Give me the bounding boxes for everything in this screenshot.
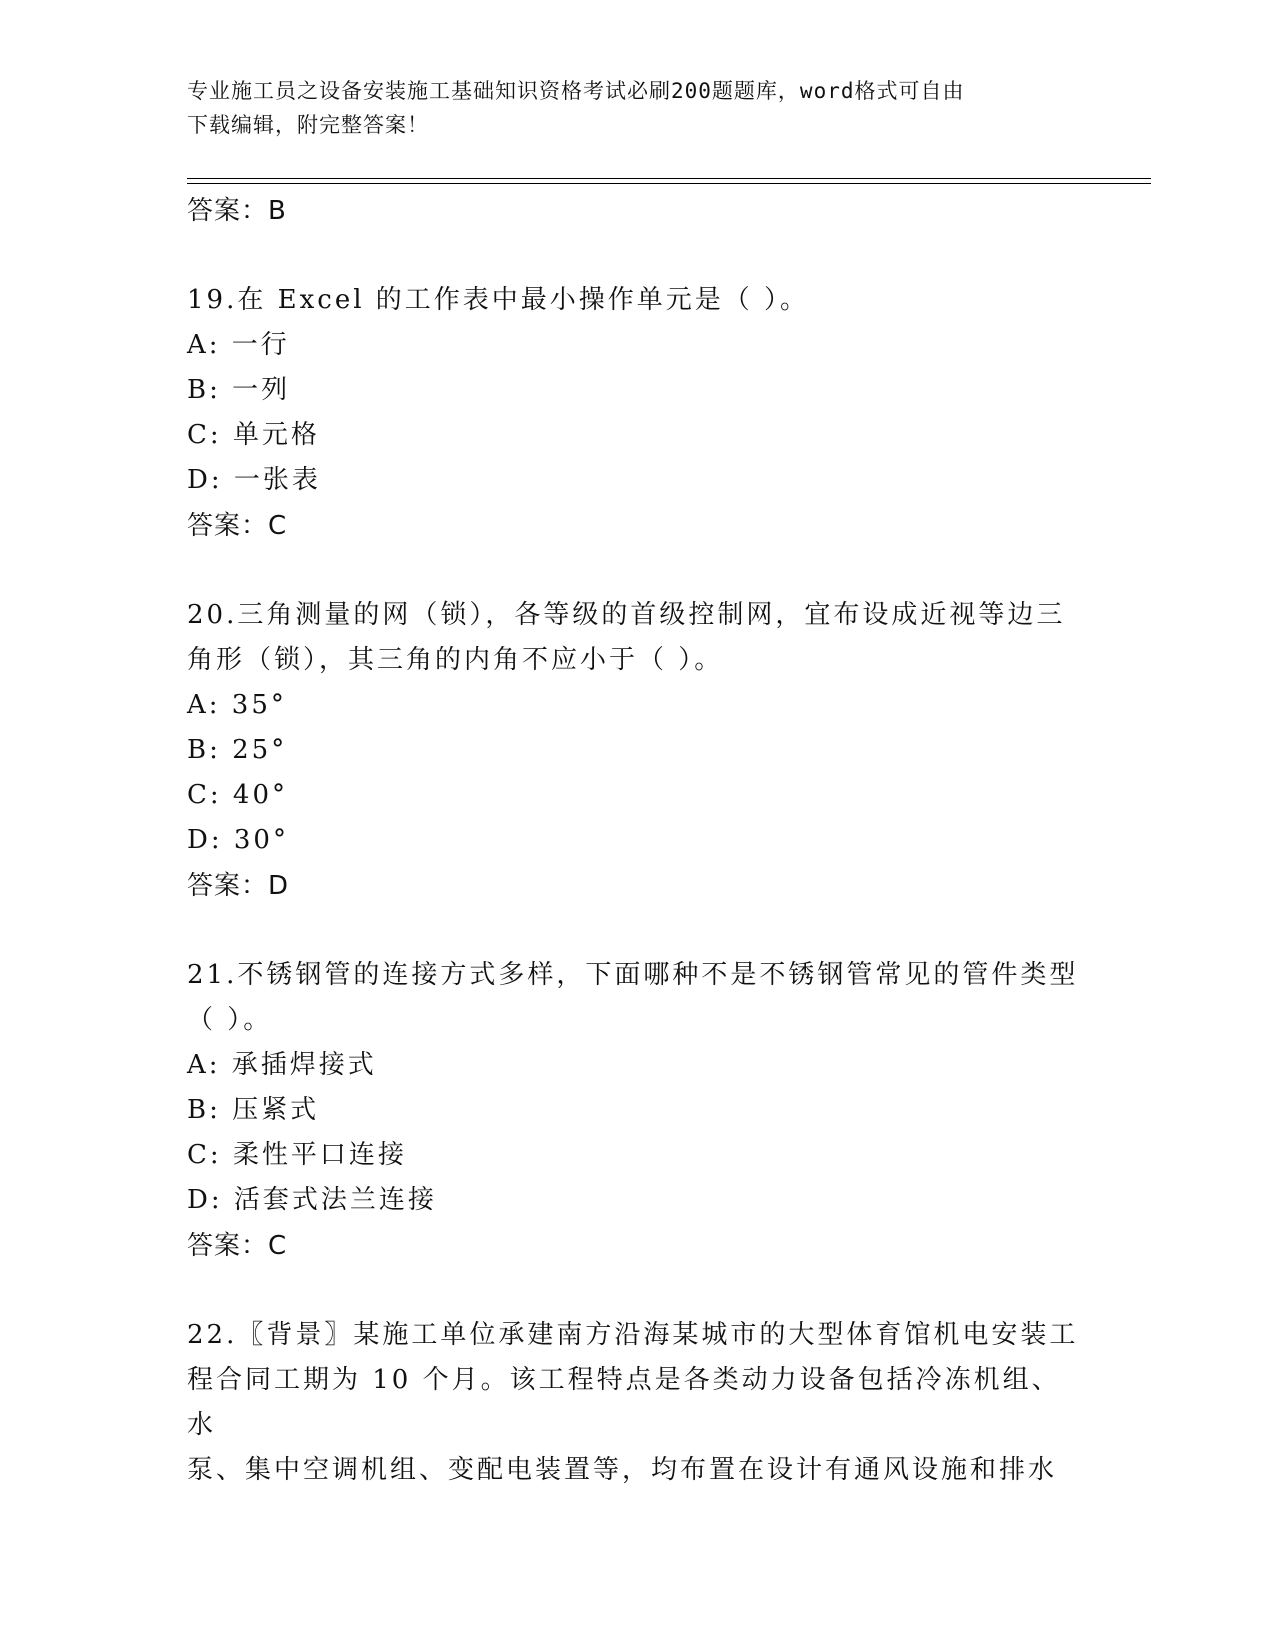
option-b: B: 压紧式 — [187, 1095, 320, 1125]
header-divider-bottom — [187, 183, 1151, 184]
question-stem-line: 19.在 Excel 的工作表中最小操作单元是（ ）。 — [187, 285, 810, 315]
question-21 — [187, 953, 1087, 1269]
question-stem-line: 泵、集中空调机组、变配电装置等，均布置在设计有通风设施和排水 — [187, 1455, 1058, 1485]
question-22 — [187, 1313, 1087, 1493]
option-d: D: 活套式法兰连接 — [187, 1185, 437, 1215]
header-line-1: 专业施工员之设备安装施工基础知识资格考试必刷200题题库，word格式可自由 — [187, 79, 965, 103]
option-a: A: 一行 — [187, 330, 290, 360]
question-stem-line: 22.〖背景〗某施工单位承建南方沿海某城市的大型体育馆机电安装工 — [187, 1320, 1079, 1350]
answer-label: 答案：D — [187, 871, 290, 901]
question-stem-line: 21.不锈钢管的连接方式多样，下面哪种不是不锈钢管常见的管件类型 — [187, 960, 1079, 990]
header-line-2: 下载编辑，附完整答案！ — [187, 113, 429, 137]
question-19 — [187, 278, 1087, 549]
header-divider-top — [187, 178, 1151, 179]
option-c: C: 柔性平口连接 — [187, 1140, 407, 1170]
option-c: C: 40° — [187, 780, 289, 810]
question-stem-line: （ ）。 — [187, 1005, 273, 1035]
question-stem-line: 程合同工期为 10 个月。该工程特点是各类动力设备包括冷冻机组、水 — [187, 1365, 1061, 1440]
option-b: B: 一列 — [187, 375, 291, 405]
option-a: A: 承插焊接式 — [187, 1050, 377, 1080]
option-b: B: 25° — [187, 735, 288, 765]
question-20 — [187, 593, 1087, 909]
previous-answer: 答案：B — [187, 196, 287, 226]
answer-label: 答案：C — [187, 1231, 288, 1261]
answer-label: 答案：C — [187, 511, 288, 541]
question-stem-line: 角形（锁），其三角的内角不应小于（ ）。 — [187, 645, 724, 675]
option-a: A: 35° — [187, 690, 287, 720]
document-header — [187, 74, 1067, 142]
option-d: D: 30° — [187, 825, 289, 855]
question-list — [187, 188, 1087, 1493]
option-c: C: 单元格 — [187, 420, 320, 450]
question-stem-line: 20.三角测量的网（锁），各等级的首级控制网，宜布设成近视等边三 — [187, 600, 1066, 630]
option-d: D: 一张表 — [187, 465, 321, 495]
